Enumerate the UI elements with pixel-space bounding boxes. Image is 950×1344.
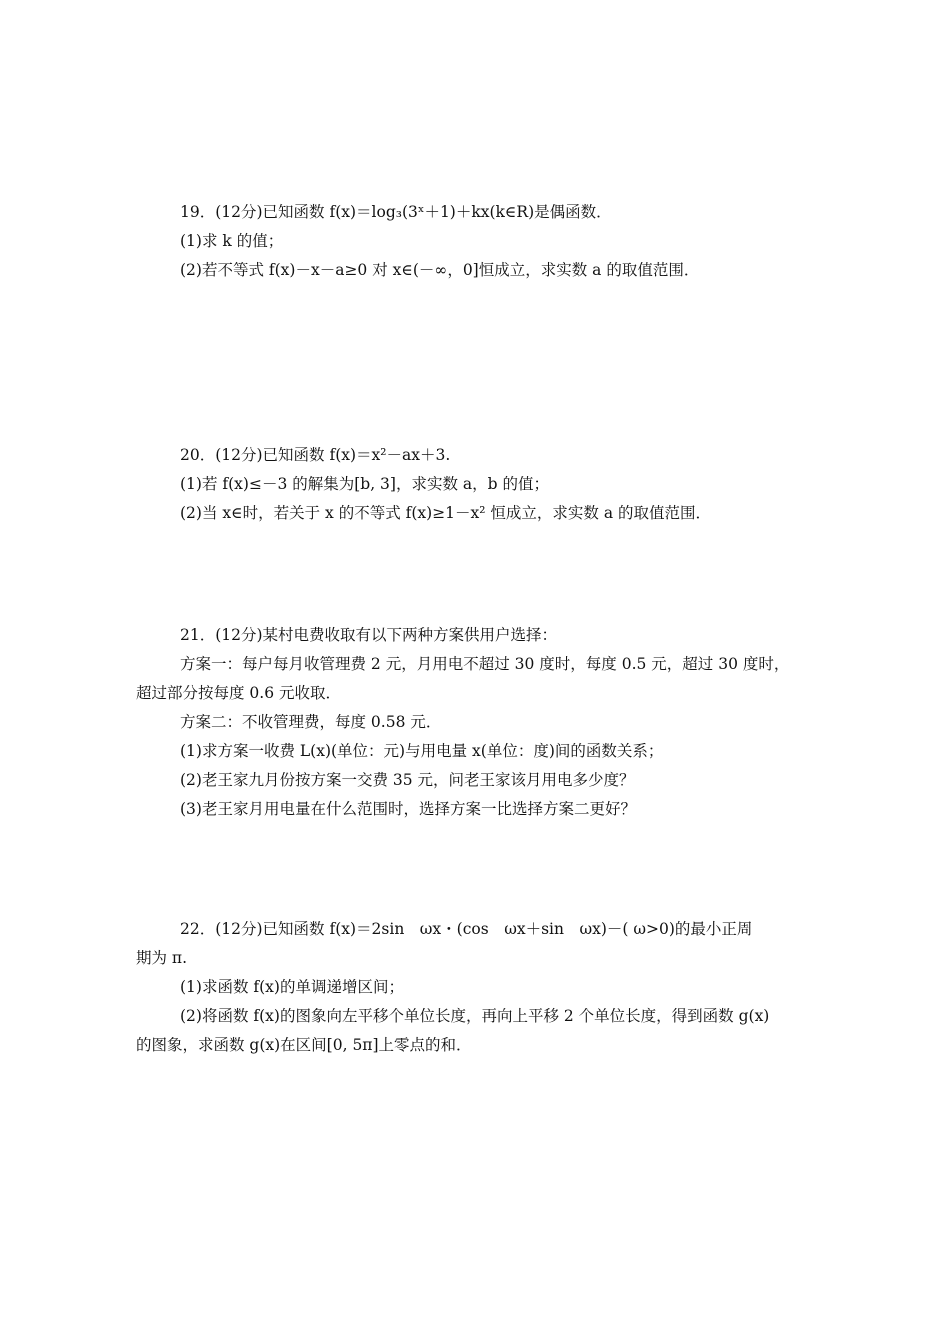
problem-19-part-2: (2)若不等式 f(x)－x－a≥0 对 x∈(－∞，0]恒成立，求实数 a 的取值范围．: [180, 261, 700, 279]
problem-22-stem-continued: 期为 π.: [136, 949, 188, 967]
problem-19-stem: 19．(12分)已知函数 f(x)＝log₃(3ˣ＋1)＋kx(k∈R)是偶函数．: [180, 203, 612, 221]
problem-22-part-2: (2)将函数 f(x)的图象向左平移个单位长度，再向上平移 2 个单位长度，得到函数 g(x): [180, 1007, 770, 1025]
problem-22-part-1: (1)求函数 f(x)的单调递增区间；: [180, 978, 404, 996]
problem-22-stem: 22．(12分)已知函数 f(x)＝2sin ωx・(cos ωx＋sin ωx)－( ω>0)的最小正周: [180, 920, 753, 938]
problem-21-part-3: (3)老王家月用电量在什么范围时，选择方案一比选择方案二更好？: [180, 800, 636, 818]
problem-22: [136, 915, 826, 1060]
problem-21-part-1: (1)求方案一收费 L(x)(单位：元)与用电量 x(单位：度)间的函数关系；: [180, 742, 664, 760]
problem-21-part-2: (2)老王家九月份按方案一交费 35 元，问老王家该月用电多少度？: [180, 771, 635, 789]
problem-21-plan-1-continued: 超过部分按每度 0.6 元收取．: [136, 684, 342, 702]
problem-22-part-2-continued: 的图象，求函数 g(x)在区间[0, 5π]上零点的和．: [136, 1036, 472, 1054]
problem-20-stem: 20．(12分)已知函数 f(x)＝x²－ax＋3.: [180, 446, 451, 464]
problem-21-plan-1: 方案一：每户每月收管理费 2 元，月用电不超过 30 度时，每度 0.5 元，超过 30 度时，: [180, 655, 790, 673]
problem-20: [136, 441, 826, 528]
problem-21: [136, 621, 826, 824]
problem-21-plan-2: 方案二：不收管理费，每度 0.58 元．: [180, 713, 442, 731]
problem-21-stem: 21．(12分)某村电费收取有以下两种方案供用户选择：: [180, 626, 558, 644]
problem-20-part-1: (1)若 f(x)≤－3 的解集为[b, 3]，求实数 a，b 的值；: [180, 475, 549, 493]
problem-19: [136, 198, 826, 285]
problem-20-part-2: (2)当 x∈时，若关于 x 的不等式 f(x)≥1－x² 恒成立，求实数 a 的取值范围．: [180, 504, 712, 522]
problem-19-part-1: (1)求 k 的值；: [180, 232, 284, 250]
